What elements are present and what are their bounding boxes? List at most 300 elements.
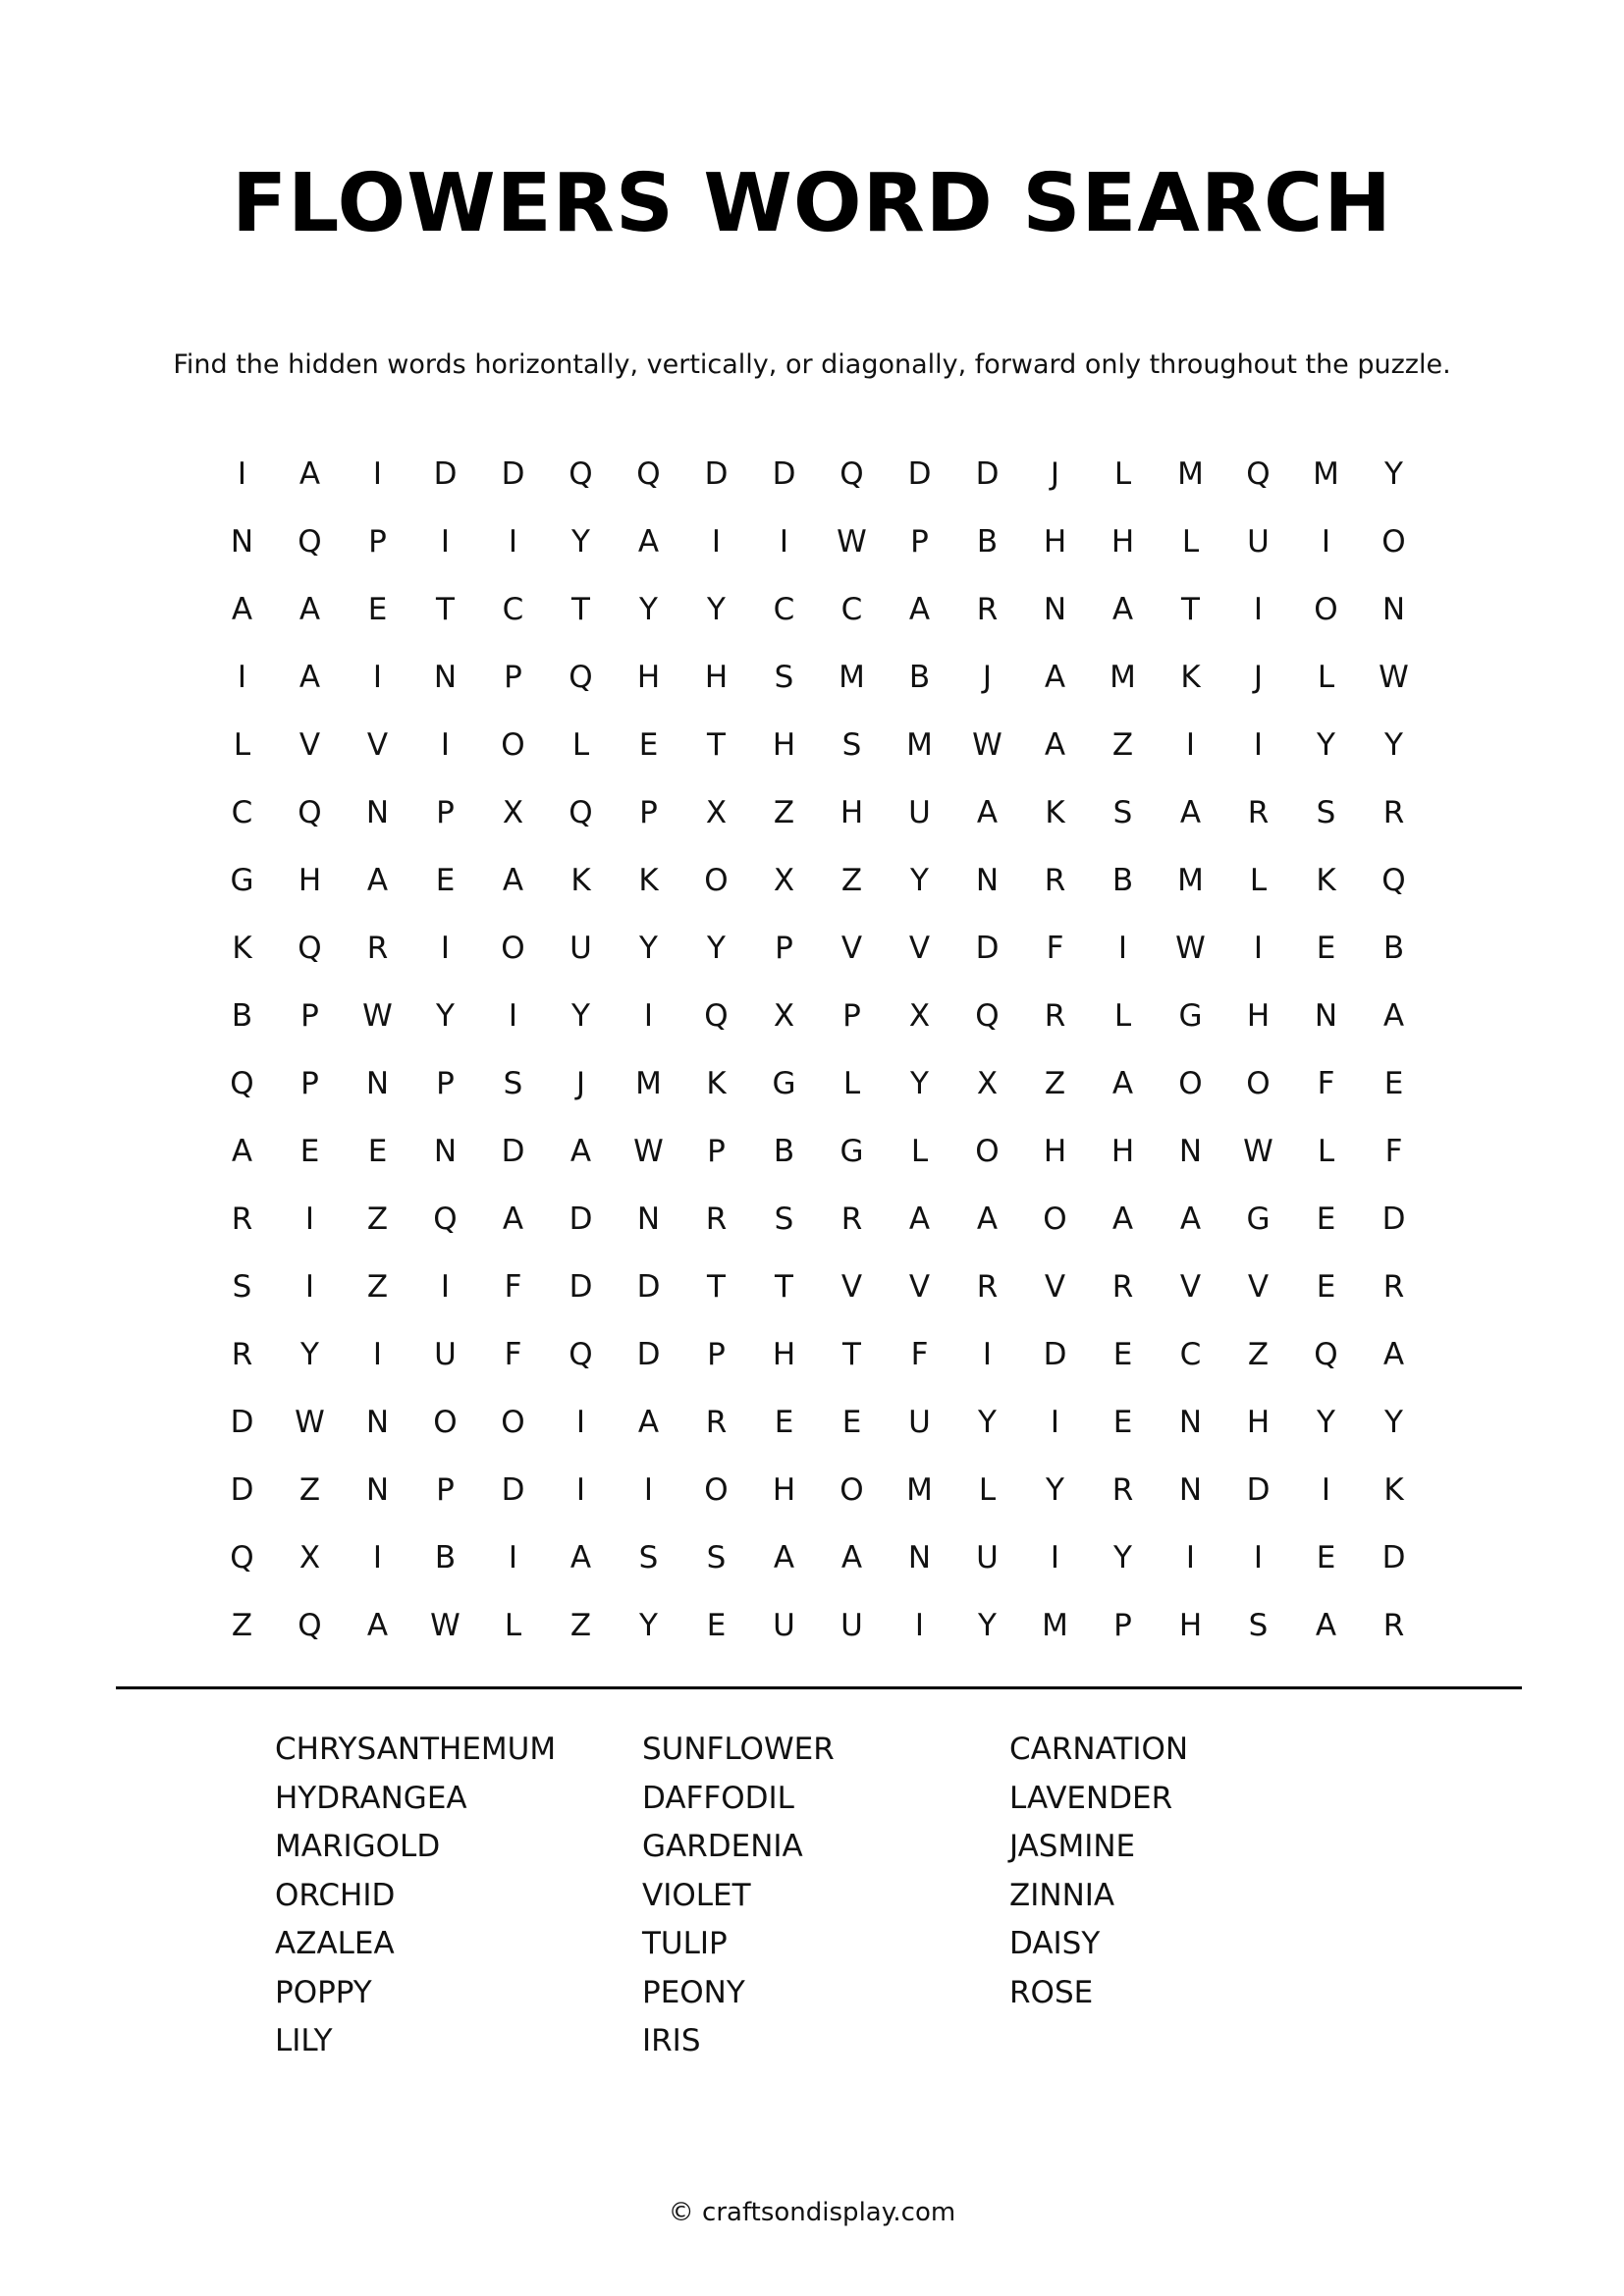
grid-cell: Z: [366, 1268, 389, 1305]
grid-cell: P: [707, 1133, 726, 1169]
grid-cell: R: [1044, 997, 1066, 1034]
grid-cell: K: [232, 930, 252, 966]
word-list-item: TULIP: [642, 1926, 728, 1961]
grid-cell: O: [1043, 1201, 1067, 1237]
grid-cell: U: [773, 1607, 795, 1643]
grid-cell: A: [1179, 794, 1202, 830]
grid-cell: B: [1111, 862, 1134, 898]
grid-cell: R: [705, 1404, 728, 1440]
grid-cell: W: [430, 1607, 460, 1643]
grid-cell: S: [638, 1539, 659, 1575]
grid-cell: W: [1243, 1133, 1273, 1169]
grid-cell: E: [841, 1404, 862, 1440]
grid-cell: S: [706, 1539, 727, 1575]
grid-cell: I: [372, 659, 383, 695]
grid-cell: B: [908, 659, 931, 695]
grid-cell: I: [440, 726, 451, 763]
grid-cell: E: [1316, 1539, 1336, 1575]
grid-cell: P: [368, 523, 387, 560]
grid-cell: W: [362, 997, 393, 1034]
grid-cell: X: [773, 862, 795, 898]
grid-cell: I: [508, 1539, 518, 1575]
grid-cell: P: [910, 523, 929, 560]
grid-cell: U: [976, 1539, 999, 1575]
grid-cell: J: [982, 659, 993, 695]
grid-cell: A: [1111, 591, 1134, 627]
grid-cell: D: [568, 1201, 593, 1237]
grid-cell: P: [436, 1065, 455, 1101]
word-list-item: JASMINE: [1009, 1829, 1136, 1864]
grid-cell: N: [365, 1404, 390, 1440]
grid-cell: P: [775, 930, 793, 966]
grid-cell: A: [637, 523, 660, 560]
grid-cell: Y: [707, 591, 726, 627]
grid-cell: V: [840, 1268, 863, 1305]
grid-cell: G: [1246, 1201, 1271, 1237]
grid-cell: D: [704, 455, 729, 492]
grid-cell: I: [1321, 1471, 1331, 1508]
grid-cell: J: [1050, 455, 1060, 492]
grid-cell: E: [774, 1404, 794, 1440]
grid-cell: I: [1253, 591, 1264, 627]
grid-cell: V: [908, 1268, 931, 1305]
grid-cell: Q: [1246, 455, 1271, 492]
grid-cell: D: [433, 455, 458, 492]
grid-cell: O: [1178, 1065, 1203, 1101]
grid-cell: E: [1316, 1268, 1336, 1305]
grid-cell: G: [1178, 997, 1203, 1034]
grid-cell: I: [304, 1201, 315, 1237]
grid-cell: N: [1178, 1133, 1203, 1169]
grid-cell: S: [1112, 794, 1133, 830]
grid-cell: G: [772, 1065, 796, 1101]
grid-cell: N: [907, 1539, 932, 1575]
grid-cell: P: [300, 1065, 319, 1101]
grid-cell: P: [436, 794, 455, 830]
grid-cell: Y: [707, 930, 726, 966]
grid-cell: D: [1246, 1471, 1271, 1508]
grid-cell: O: [433, 1404, 458, 1440]
grid-cell: I: [237, 455, 247, 492]
grid-cell: F: [1317, 1065, 1335, 1101]
grid-cell: I: [1253, 726, 1264, 763]
grid-cell: L: [1249, 862, 1268, 898]
grid-cell: L: [1113, 455, 1132, 492]
grid-cell: E: [1316, 1201, 1336, 1237]
grid-cell: I: [372, 1539, 383, 1575]
grid-cell: N: [433, 1133, 458, 1169]
grid-cell: N: [975, 862, 1000, 898]
grid-cell: Q: [568, 455, 593, 492]
grid-cell: V: [908, 930, 931, 966]
grid-cell: Y: [1317, 1404, 1335, 1440]
grid-cell: Z: [231, 1607, 253, 1643]
grid-cell: I: [643, 1471, 654, 1508]
grid-cell: N: [1381, 591, 1406, 627]
grid-cell: A: [231, 1133, 253, 1169]
grid-cell: H: [1246, 997, 1271, 1034]
grid-cell: A: [569, 1539, 592, 1575]
grid-cell: H: [772, 1471, 796, 1508]
grid-cell: D: [1381, 1201, 1406, 1237]
grid-cell: Z: [1247, 1336, 1270, 1372]
word-list-item: IRIS: [642, 2023, 701, 2058]
grid-cell: R: [976, 591, 999, 627]
divider-line: [116, 1686, 1522, 1689]
grid-cell: O: [839, 1471, 864, 1508]
grid-cell: N: [230, 523, 254, 560]
grid-cell: I: [575, 1404, 586, 1440]
grid-cell: I: [643, 997, 654, 1034]
grid-cell: D: [501, 1471, 525, 1508]
grid-cell: H: [636, 659, 661, 695]
grid-cell: C: [1179, 1336, 1202, 1372]
grid-cell: C: [773, 591, 795, 627]
grid-cell: M: [1177, 862, 1204, 898]
grid-cell: H: [772, 726, 796, 763]
grid-cell: Q: [568, 659, 593, 695]
grid-cell: Y: [1384, 455, 1403, 492]
grid-cell: O: [704, 1471, 729, 1508]
grid-cell: D: [975, 930, 1000, 966]
word-list-item: SUNFLOWER: [642, 1732, 835, 1767]
grid-cell: R: [705, 1201, 728, 1237]
word-list-item: VIOLET: [642, 1877, 751, 1913]
grid-cell: X: [502, 794, 524, 830]
grid-cell: B: [976, 523, 999, 560]
grid-cell: T: [707, 726, 726, 763]
grid-cell: K: [1180, 659, 1201, 695]
grid-cell: D: [501, 455, 525, 492]
letter-grid: [208, 440, 1428, 1659]
grid-cell: Q: [433, 1201, 458, 1237]
word-list-item: ZINNIA: [1009, 1877, 1115, 1913]
word-list-item: ROSE: [1009, 1974, 1094, 2010]
grid-cell: S: [232, 1268, 252, 1305]
grid-cell: R: [840, 1201, 863, 1237]
grid-cell: M: [906, 1471, 933, 1508]
grid-cell: D: [772, 455, 796, 492]
grid-cell: F: [504, 1336, 522, 1372]
grid-cell: P: [707, 1336, 726, 1372]
grid-cell: T: [571, 591, 590, 627]
grid-cell: I: [440, 523, 451, 560]
grid-cell: A: [1315, 1607, 1337, 1643]
grid-cell: L: [571, 726, 590, 763]
grid-cell: A: [1111, 1065, 1134, 1101]
grid-cell: B: [1382, 930, 1405, 966]
grid-cell: Y: [639, 930, 658, 966]
grid-cell: R: [366, 930, 389, 966]
grid-cell: F: [504, 1268, 522, 1305]
grid-cell: K: [1383, 1471, 1404, 1508]
grid-cell: E: [435, 862, 456, 898]
grid-cell: U: [908, 1404, 931, 1440]
grid-cell: A: [1382, 997, 1405, 1034]
grid-cell: V: [1179, 1268, 1202, 1305]
grid-cell: Y: [436, 997, 455, 1034]
grid-cell: E: [1112, 1336, 1133, 1372]
word-column-1: [275, 1726, 642, 2066]
word-list-item: HYDRANGEA: [275, 1780, 467, 1816]
instructions-text: Find the hidden words horizontally, vertically, or diagonally, forward only throughout the puzzle.: [173, 349, 1451, 380]
grid-cell: Q: [298, 1607, 322, 1643]
grid-cell: Q: [1314, 1336, 1338, 1372]
grid-cell: I: [1185, 1539, 1196, 1575]
grid-cell: S: [1248, 1607, 1269, 1643]
grid-cell: N: [1043, 591, 1067, 627]
grid-cell: U: [908, 794, 931, 830]
grid-cell: X: [976, 1065, 999, 1101]
word-list-item: DAISY: [1009, 1926, 1101, 1961]
grid-cell: E: [638, 726, 659, 763]
grid-cell: L: [1181, 523, 1200, 560]
grid-cell: Y: [1317, 726, 1335, 763]
grid-cell: I: [575, 1471, 586, 1508]
grid-cell: C: [502, 591, 524, 627]
grid-cell: Z: [298, 1471, 321, 1508]
word-list-item: PEONY: [642, 1974, 745, 2010]
grid-cell: Y: [978, 1607, 997, 1643]
word-list-item: LAVENDER: [1009, 1780, 1173, 1816]
grid-cell: B: [231, 997, 253, 1034]
grid-cell: Y: [910, 1065, 929, 1101]
grid-cell: Y: [639, 1607, 658, 1643]
grid-cell: O: [501, 930, 525, 966]
grid-cell: Y: [1384, 726, 1403, 763]
grid-cell: E: [367, 591, 388, 627]
word-column-2: [642, 1726, 1009, 2066]
grid-cell: W: [295, 1404, 325, 1440]
grid-cell: T: [842, 1336, 861, 1372]
grid-cell: E: [1383, 1065, 1404, 1101]
grid-cell: U: [840, 1607, 863, 1643]
grid-cell: H: [772, 1336, 796, 1372]
grid-cell: O: [1381, 523, 1406, 560]
grid-cell: I: [711, 523, 722, 560]
grid-cell: H: [1110, 523, 1135, 560]
grid-cell: A: [637, 1404, 660, 1440]
grid-cell: F: [1384, 1133, 1403, 1169]
grid-cell: E: [706, 1607, 727, 1643]
grid-cell: B: [434, 1539, 457, 1575]
grid-cell: O: [501, 726, 525, 763]
grid-cell: I: [372, 455, 383, 492]
word-list: [275, 1726, 1377, 2066]
grid-cell: L: [842, 1065, 861, 1101]
grid-cell: B: [773, 1133, 795, 1169]
grid-cell: R: [1382, 794, 1405, 830]
grid-cell: H: [1246, 1404, 1271, 1440]
grid-cell: V: [298, 726, 321, 763]
grid-cell: O: [501, 1404, 525, 1440]
grid-cell: J: [1253, 659, 1264, 695]
grid-cell: D: [636, 1268, 661, 1305]
grid-cell: P: [504, 659, 522, 695]
grid-cell: N: [1314, 997, 1338, 1034]
grid-cell: Q: [230, 1065, 254, 1101]
grid-cell: I: [1321, 523, 1331, 560]
grid-cell: E: [299, 1133, 320, 1169]
grid-cell: Q: [636, 455, 661, 492]
grid-cell: Z: [1111, 726, 1134, 763]
grid-cell: T: [436, 591, 455, 627]
grid-cell: N: [365, 1065, 390, 1101]
grid-cell: A: [976, 1201, 999, 1237]
grid-cell: Q: [298, 930, 322, 966]
grid-cell: N: [365, 1471, 390, 1508]
grid-cell: M: [1313, 455, 1339, 492]
grid-cell: I: [1050, 1404, 1060, 1440]
grid-cell: Z: [1044, 1065, 1066, 1101]
grid-cell: A: [1044, 726, 1066, 763]
grid-cell: O: [704, 862, 729, 898]
grid-cell: A: [298, 591, 321, 627]
grid-cell: S: [503, 1065, 523, 1101]
grid-cell: V: [1044, 1268, 1066, 1305]
grid-cell: J: [575, 1065, 586, 1101]
grid-cell: N: [433, 659, 458, 695]
grid-cell: A: [502, 1201, 524, 1237]
grid-cell: I: [982, 1336, 993, 1372]
grid-cell: N: [1178, 1404, 1203, 1440]
grid-cell: K: [1045, 794, 1065, 830]
grid-cell: V: [1247, 1268, 1270, 1305]
grid-cell: F: [910, 1336, 929, 1372]
grid-cell: S: [774, 659, 794, 695]
grid-cell: P: [639, 794, 658, 830]
grid-cell: I: [1253, 1539, 1264, 1575]
grid-cell: D: [1043, 1336, 1067, 1372]
word-list-item: LILY: [275, 2023, 333, 2058]
grid-cell: A: [231, 591, 253, 627]
word-list-item: GARDENIA: [642, 1829, 803, 1864]
grid-cell: V: [366, 726, 389, 763]
grid-cell: C: [231, 794, 253, 830]
word-list-item: CARNATION: [1009, 1732, 1189, 1767]
grid-cell: Y: [910, 862, 929, 898]
word-list-item: AZALEA: [275, 1926, 395, 1961]
grid-cell: W: [1379, 659, 1409, 695]
grid-cell: K: [570, 862, 591, 898]
grid-cell: Z: [366, 1201, 389, 1237]
grid-cell: N: [365, 794, 390, 830]
grid-cell: I: [508, 997, 518, 1034]
grid-cell: S: [774, 1201, 794, 1237]
grid-cell: Y: [300, 1336, 319, 1372]
grid-cell: Y: [1384, 1404, 1403, 1440]
grid-cell: I: [237, 659, 247, 695]
grid-cell: T: [707, 1268, 726, 1305]
grid-cell: M: [1042, 1607, 1068, 1643]
grid-cell: D: [636, 1336, 661, 1372]
grid-cell: P: [300, 997, 319, 1034]
grid-cell: A: [1382, 1336, 1405, 1372]
grid-cell: R: [1044, 862, 1066, 898]
grid-cell: D: [1381, 1539, 1406, 1575]
grid-cell: I: [1050, 1539, 1060, 1575]
grid-cell: A: [773, 1539, 795, 1575]
grid-cell: A: [298, 455, 321, 492]
grid-cell: X: [705, 794, 728, 830]
grid-cell: R: [1382, 1268, 1405, 1305]
grid-cell: R: [1111, 1268, 1134, 1305]
grid-cell: H: [1043, 1133, 1067, 1169]
grid-cell: E: [1316, 930, 1336, 966]
grid-cell: A: [1111, 1201, 1134, 1237]
grid-cell: N: [1178, 1471, 1203, 1508]
grid-cell: Q: [568, 794, 593, 830]
grid-cell: Z: [773, 794, 795, 830]
word-list-item: POPPY: [275, 1974, 372, 2010]
grid-cell: C: [840, 591, 863, 627]
grid-cell: W: [837, 523, 867, 560]
grid-cell: L: [504, 1607, 522, 1643]
grid-cell: Z: [840, 862, 863, 898]
grid-cell: H: [704, 659, 729, 695]
grid-cell: A: [976, 794, 999, 830]
grid-cell: A: [908, 591, 931, 627]
grid-cell: G: [839, 1133, 864, 1169]
word-list-item: CHRYSANTHEMUM: [275, 1732, 557, 1767]
grid-cell: S: [841, 726, 862, 763]
grid-cell: Y: [639, 591, 658, 627]
grid-cell: R: [1382, 1607, 1405, 1643]
grid-cell: L: [1113, 997, 1132, 1034]
grid-cell: Y: [1046, 1471, 1064, 1508]
grid-cell: U: [1247, 523, 1270, 560]
grid-cell: T: [1181, 591, 1200, 627]
grid-cell: P: [1113, 1607, 1132, 1643]
grid-cell: I: [779, 523, 789, 560]
grid-cell: A: [366, 862, 389, 898]
grid-cell: A: [569, 1133, 592, 1169]
word-list-item: ORCHID: [275, 1877, 396, 1913]
grid-cell: K: [638, 862, 659, 898]
grid-cell: Q: [298, 523, 322, 560]
grid-cell: R: [231, 1336, 253, 1372]
grid-cell: Q: [1381, 862, 1406, 898]
word-list-item: MARIGOLD: [275, 1829, 441, 1864]
footer-credit: © craftsondisplay.com: [668, 2198, 956, 2227]
grid-cell: X: [908, 997, 931, 1034]
grid-cell: U: [569, 930, 592, 966]
grid-cell: Q: [298, 794, 322, 830]
grid-cell: X: [298, 1539, 321, 1575]
grid-cell: P: [436, 1471, 455, 1508]
grid-cell: O: [1246, 1065, 1271, 1101]
grid-cell: I: [440, 930, 451, 966]
grid-cell: Y: [1113, 1539, 1132, 1575]
grid-cell: Q: [230, 1539, 254, 1575]
grid-cell: M: [906, 726, 933, 763]
grid-cell: L: [978, 1471, 997, 1508]
grid-cell: K: [706, 1065, 727, 1101]
grid-cell: R: [1111, 1471, 1134, 1508]
grid-cell: H: [1110, 1133, 1135, 1169]
grid-cell: I: [1117, 930, 1128, 966]
grid-cell: I: [304, 1268, 315, 1305]
grid-cell: I: [914, 1607, 925, 1643]
grid-cell: P: [842, 997, 861, 1034]
grid-cell: F: [1046, 930, 1064, 966]
grid-cell: A: [840, 1539, 863, 1575]
grid-cell: D: [230, 1471, 254, 1508]
grid-cell: Z: [569, 1607, 592, 1643]
grid-cell: H: [298, 862, 322, 898]
grid-cell: H: [839, 794, 864, 830]
grid-cell: A: [298, 659, 321, 695]
